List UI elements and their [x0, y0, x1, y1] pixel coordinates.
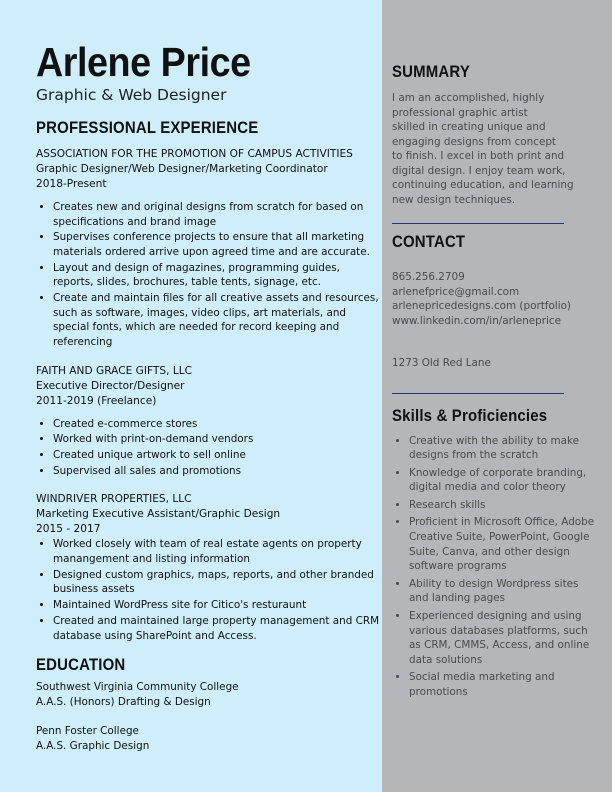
job-2: [36, 364, 382, 479]
list-item: • Designed custom graphics, maps, reports, and other branded business assets: [53, 568, 383, 597]
summary-heading: SUMMARY: [392, 62, 470, 81]
summary-line: to finish. I excel in both print and: [392, 150, 565, 162]
job-role: Executive Director/Designer: [36, 379, 185, 392]
education-entry-1: [36, 680, 382, 710]
school-name: Penn Foster College: [36, 725, 139, 738]
job-role: Marketing Executive Assistant/Graphic Design: [36, 508, 281, 521]
summary-line: I am an accomplished, highly: [392, 92, 545, 104]
address: 1273 Old Red Lane: [392, 357, 491, 369]
list-item: • Created and maintained large property management and CRM database using SharePoint and Access.: [53, 614, 383, 643]
job-bullets: [36, 537, 383, 643]
job-dates: 2011-2019 (Freelance): [36, 394, 157, 407]
list-item: • Supervises conference projects to ensure that all marketing materials ordered arrive upon agreed time and are accurate.: [53, 230, 383, 259]
education-entry-2: [36, 724, 382, 754]
phone: 865.256.2709: [392, 271, 465, 283]
list-item: • Knowledge of corporate branding, digital media and color theory: [409, 466, 599, 495]
summary-line: engaging designs from concept: [392, 135, 557, 148]
list-item: • Ability to design Wordpress sites and landing pages: [409, 577, 599, 606]
list-item: • Social media marketing and promotions: [409, 670, 599, 699]
list-item: • Created e-commerce stores: [53, 417, 383, 432]
skills-list: [392, 434, 599, 700]
list-item: • Supervised all sales and promotions: [53, 464, 383, 479]
school-degree: A.A.S. (Honors) Drafting & Design: [36, 696, 211, 709]
candidate-name: Arlene Price: [36, 39, 251, 85]
experience-heading: PROFESSIONAL EXPERIENCE: [36, 118, 259, 137]
list-item: • Proficient in Microsoft Office, Adobe Creative Suite, PowerPoint, Google Suite, Canva, and other design software programs: [409, 515, 599, 573]
school-degree: A.A.S. Graphic Design: [36, 740, 150, 753]
education-heading: EDUCATION: [36, 655, 126, 675]
job-org: ASSOCIATION FOR THE PROMOTION OF CAMPUS ACTIVITIES: [36, 148, 353, 160]
list-item: • Experienced designing and using various databases platforms, such as CRM, CMMS, Access, and online data solutions: [409, 609, 599, 667]
candidate-title: Graphic & Web Designer: [36, 86, 227, 104]
summary-line: new design techniques.: [392, 193, 516, 206]
summary-text: [392, 91, 612, 207]
list-item: • Worked with print-on-demand vendors: [53, 432, 383, 447]
linkedin-link: www.linkedin.com/in/arleneprice: [392, 314, 562, 327]
job-bullets: [36, 200, 383, 350]
list-item: • Created unique artwork to sell online: [53, 448, 383, 463]
list-item: • Creates new and original designs from scratch for based on specifications and brand image: [53, 200, 383, 229]
divider: [392, 223, 564, 224]
summary-line: professional graphic artist: [392, 106, 528, 119]
list-item: • Layout and design of magazines, programming guides, reports, slides, brochures, table tents, signage, etc.: [53, 261, 383, 290]
divider: [392, 393, 564, 394]
school-name: Southwest Virginia Community College: [36, 681, 239, 694]
list-item: • Research skills: [409, 498, 599, 513]
summary-line: skilled in creating unique and: [392, 121, 546, 133]
job-dates: 2015 - 2017: [36, 523, 101, 536]
contact-details: [392, 270, 612, 371]
job-bullets: [36, 417, 383, 479]
job-org: FAITH AND GRACE GIFTS, LLC: [36, 364, 193, 377]
list-item: • Maintained WordPress site for Citico's resturaunt: [53, 598, 383, 613]
job-org: WINDRIVER PROPERTIES, LLC: [36, 493, 192, 506]
list-item: • Worked closely with team of real estate agents on property manangement and listing information: [53, 537, 383, 566]
contact-heading: CONTACT: [392, 232, 466, 251]
sidebar-column: [382, 0, 612, 792]
job-dates: 2018-Present: [36, 178, 107, 190]
skills-heading: Skills & Proficiencies: [392, 405, 548, 425]
job-1: [36, 147, 382, 350]
email: arlenefprice@gmail.com: [392, 285, 520, 298]
job-role: Graphic Designer/Web Designer/Marketing Coordinator: [36, 163, 328, 175]
summary-line: continuing education, and learning: [392, 179, 574, 191]
job-3: [36, 492, 382, 643]
list-item: • Creative with the ability to make designs from the scratch: [409, 434, 599, 463]
portfolio-link: arlenepricedesigns.com (portfolio): [392, 300, 571, 312]
summary-line: digital design. I enjoy team work,: [392, 164, 566, 177]
list-item: • Create and maintain files for all creative assets and resources, such as software, images, video clips, art materials, and special fonts, which are needed for record keeping and referencing: [53, 291, 383, 349]
